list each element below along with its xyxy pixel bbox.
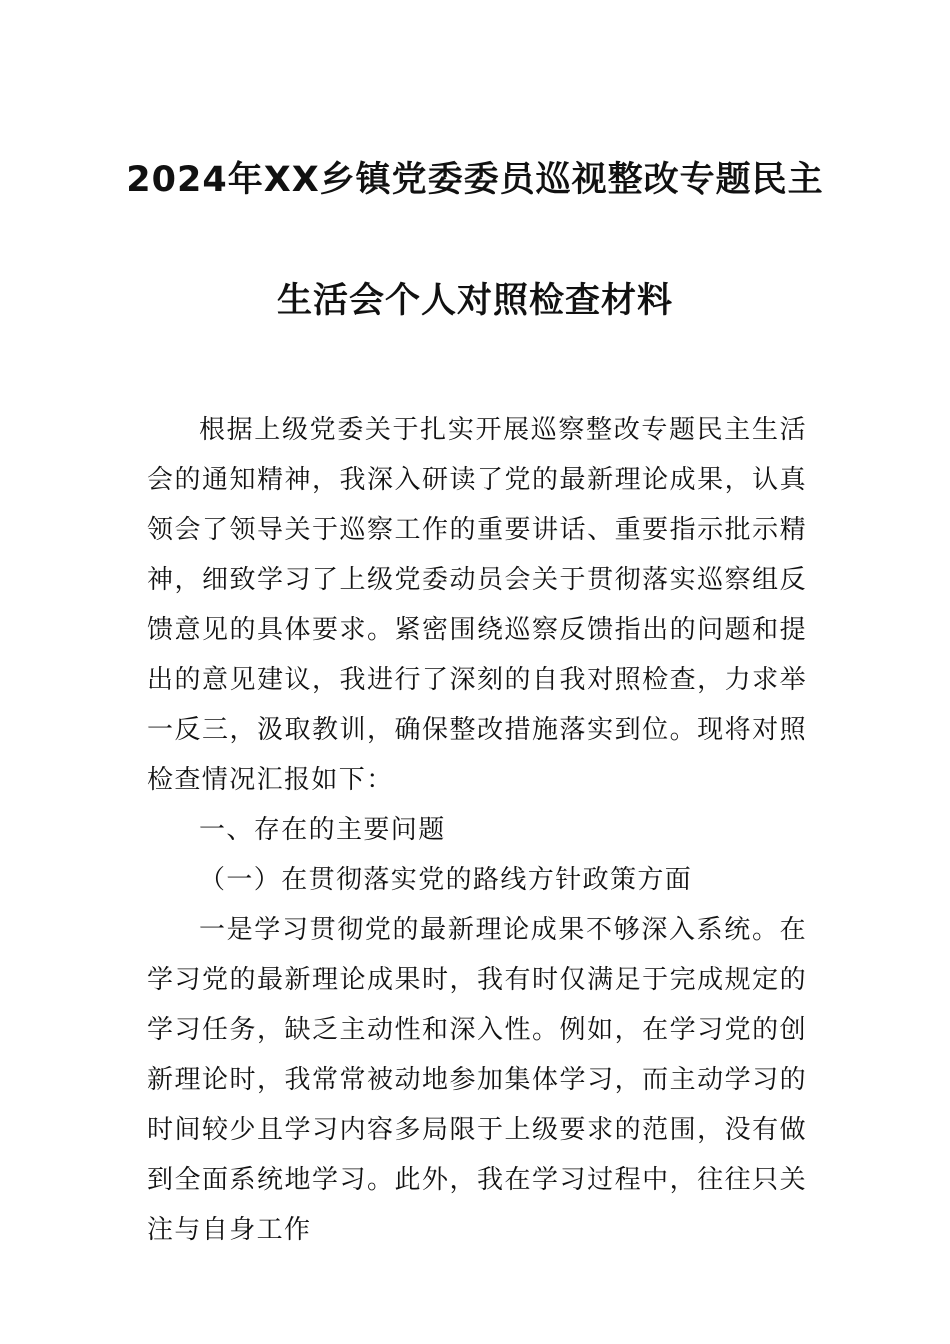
subsection-heading: （一）在贯彻落实党的路线方针政策方面 <box>199 865 693 895</box>
section-heading: 一、存在的主要问题 <box>199 815 446 845</box>
document-title-line-1: 2024年XX乡镇党委委员巡视整改专题民主 <box>126 160 824 200</box>
point-section <box>147 905 807 1255</box>
document-title-line-2: 生活会个人对照检查材料 <box>276 281 673 321</box>
section-heading-block <box>147 805 807 855</box>
subsection-heading-block <box>147 855 807 905</box>
intro-paragraph: 根据上级党委关于扎实开展巡察整改专题民主生活会的通知精神，我深入研读了党的最新理论成果，认真领会了领导关于巡察工作的重要讲话、重要指示批示精神，细致学习了上级党委动员会关于贯彻落实巡察组反馈意见的具体要求。紧密围绕巡察反馈指出的问题和提出的意见建议，我进行了深刻的自我对照检查，力求举一反三，汲取教训，确保整改措施落实到位。现将对照检查情况汇报如下： <box>147 415 807 795</box>
point-paragraph: 一是学习贯彻党的最新理论成果不够深入系统。在学习党的最新理论成果时，我有时仅满足于完成规定的学习任务，缺乏主动性和深入性。例如，在学习党的创新理论时，我常常被动地参加集体学习，而主动学习的时间较少且学习内容多局限于上级要求的范围，没有做到全面系统地学习。此外，我在学习过程中，往往只关注与自身工作 <box>147 915 807 1245</box>
intro-section <box>147 405 807 805</box>
